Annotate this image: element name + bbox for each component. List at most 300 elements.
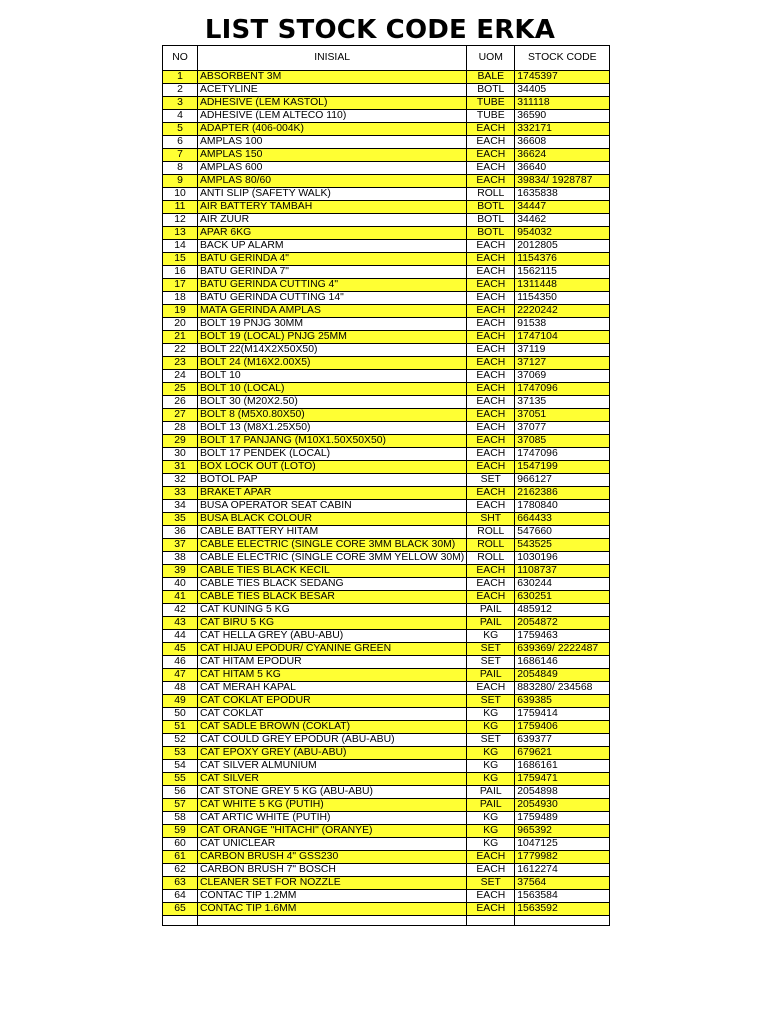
- cell-inisial: ANTI SLIP (SAFETY WALK): [198, 188, 467, 201]
- cell-stock-code: 34447: [515, 201, 610, 214]
- cell-uom: EACH: [467, 578, 515, 591]
- table-row: [163, 825, 610, 838]
- cell-no: 28: [163, 422, 198, 435]
- cell-no: 13: [163, 227, 198, 240]
- cell-no: 50: [163, 708, 198, 721]
- table-row: [163, 695, 610, 708]
- cell-uom: SET: [467, 656, 515, 669]
- cell-stock-code: 1780840: [515, 500, 610, 513]
- cell-inisial: BATU GERINDA 4": [198, 253, 467, 266]
- table-row: [163, 682, 610, 695]
- cell-uom: EACH: [467, 331, 515, 344]
- cell-no: 17: [163, 279, 198, 292]
- cell-no: 32: [163, 474, 198, 487]
- cell-uom: SET: [467, 734, 515, 747]
- cell-uom: EACH: [467, 344, 515, 357]
- table-row: [163, 513, 610, 526]
- cell-uom: SHT: [467, 513, 515, 526]
- cell-stock-code: 37085: [515, 435, 610, 448]
- cell-inisial: CAT ORANGE "HITACHI" (ORANYE): [198, 825, 467, 838]
- cell-stock-code: 664433: [515, 513, 610, 526]
- cell-uom: KG: [467, 825, 515, 838]
- cell-stock-code: 37564: [515, 877, 610, 890]
- cell-uom: EACH: [467, 149, 515, 162]
- cell-no: 36: [163, 526, 198, 539]
- cell-inisial: BATU GERINDA CUTTING 4": [198, 279, 467, 292]
- cell-stock-code: 2054898: [515, 786, 610, 799]
- cell-inisial: AIR ZUUR: [198, 214, 467, 227]
- cell-inisial: CLEANER SET FOR NOZZLE: [198, 877, 467, 890]
- cell-stock-code: 1686146: [515, 656, 610, 669]
- cell-no: 39: [163, 565, 198, 578]
- cell-stock-code: 36624: [515, 149, 610, 162]
- cell-stock-code: 1745397: [515, 71, 610, 84]
- cell-no: 37: [163, 539, 198, 552]
- table-row: [163, 565, 610, 578]
- table-row: [163, 136, 610, 149]
- cell-no: 25: [163, 383, 198, 396]
- cell-uom: EACH: [467, 318, 515, 331]
- empty-cell: [198, 916, 467, 926]
- cell-uom: PAIL: [467, 799, 515, 812]
- cell-uom: SET: [467, 643, 515, 656]
- cell-no: 30: [163, 448, 198, 461]
- table-row: [163, 461, 610, 474]
- cell-stock-code: 37077: [515, 422, 610, 435]
- cell-stock-code: 547660: [515, 526, 610, 539]
- table-row: [163, 279, 610, 292]
- table-row: [163, 734, 610, 747]
- cell-uom: EACH: [467, 175, 515, 188]
- cell-uom: BALE: [467, 71, 515, 84]
- cell-inisial: BOLT 13 (M8X1.25X50): [198, 422, 467, 435]
- cell-no: 46: [163, 656, 198, 669]
- cell-inisial: CAT UNICLEAR: [198, 838, 467, 851]
- cell-uom: KG: [467, 812, 515, 825]
- cell-uom: BOTL: [467, 227, 515, 240]
- table-row: [163, 799, 610, 812]
- cell-no: 8: [163, 162, 198, 175]
- cell-inisial: CABLE BATTERY HITAM: [198, 526, 467, 539]
- cell-no: 47: [163, 669, 198, 682]
- table-row: [163, 123, 610, 136]
- cell-uom: EACH: [467, 383, 515, 396]
- cell-uom: EACH: [467, 448, 515, 461]
- table-row: [163, 552, 610, 565]
- table-row: [163, 630, 610, 643]
- cell-stock-code: 1747096: [515, 448, 610, 461]
- table-row: [163, 344, 610, 357]
- header-stock-code: STOCK CODE: [515, 46, 610, 71]
- cell-no: 38: [163, 552, 198, 565]
- cell-uom: ROLL: [467, 552, 515, 565]
- table-row: [163, 877, 610, 890]
- table-row: [163, 396, 610, 409]
- cell-inisial: BOLT 17 PANJANG (M10X1.50X50X50): [198, 435, 467, 448]
- cell-no: 63: [163, 877, 198, 890]
- cell-uom: SET: [467, 474, 515, 487]
- table-row: [163, 708, 610, 721]
- table-row: [163, 669, 610, 682]
- cell-inisial: CAT COKLAT EPODUR: [198, 695, 467, 708]
- cell-no: 31: [163, 461, 198, 474]
- cell-uom: KG: [467, 760, 515, 773]
- cell-inisial: BOX LOCK OUT (LOTO): [198, 461, 467, 474]
- cell-stock-code: 34462: [515, 214, 610, 227]
- cell-inisial: CAT HITAM 5 KG: [198, 669, 467, 682]
- cell-no: 20: [163, 318, 198, 331]
- cell-inisial: CAT HELLA GREY (ABU-ABU): [198, 630, 467, 643]
- table-end-row: [163, 916, 610, 926]
- cell-uom: EACH: [467, 422, 515, 435]
- cell-no: 6: [163, 136, 198, 149]
- cell-uom: EACH: [467, 396, 515, 409]
- cell-inisial: BUSA OPERATOR SEAT CABIN: [198, 500, 467, 513]
- table-row: [163, 773, 610, 786]
- cell-inisial: CAT STONE GREY 5 KG (ABU-ABU): [198, 786, 467, 799]
- cell-stock-code: 1759489: [515, 812, 610, 825]
- cell-uom: EACH: [467, 435, 515, 448]
- cell-no: 41: [163, 591, 198, 604]
- cell-no: 42: [163, 604, 198, 617]
- cell-uom: EACH: [467, 123, 515, 136]
- cell-inisial: CAT KUNING 5 KG: [198, 604, 467, 617]
- cell-stock-code: 36590: [515, 110, 610, 123]
- cell-stock-code: 639369/ 2222487: [515, 643, 610, 656]
- cell-stock-code: 1759406: [515, 721, 610, 734]
- cell-stock-code: 1154376: [515, 253, 610, 266]
- cell-no: 65: [163, 903, 198, 916]
- table-row: [163, 487, 610, 500]
- cell-no: 54: [163, 760, 198, 773]
- cell-no: 10: [163, 188, 198, 201]
- cell-inisial: BATU GERINDA 7": [198, 266, 467, 279]
- cell-stock-code: 1547199: [515, 461, 610, 474]
- cell-no: 33: [163, 487, 198, 500]
- cell-no: 1: [163, 71, 198, 84]
- cell-inisial: CAT SILVER ALMUNIUM: [198, 760, 467, 773]
- cell-uom: SET: [467, 695, 515, 708]
- page-title: LIST STOCK CODE ERKA: [204, 15, 556, 45]
- table-row: [163, 890, 610, 903]
- table-row: [163, 110, 610, 123]
- table-row: [163, 656, 610, 669]
- table-row: [163, 331, 610, 344]
- cell-no: 59: [163, 825, 198, 838]
- table-row: [163, 292, 610, 305]
- cell-stock-code: 965392: [515, 825, 610, 838]
- cell-no: 35: [163, 513, 198, 526]
- cell-stock-code: 1779982: [515, 851, 610, 864]
- cell-stock-code: 34405: [515, 84, 610, 97]
- cell-no: 14: [163, 240, 198, 253]
- cell-uom: TUBE: [467, 97, 515, 110]
- cell-inisial: BOLT 24 (M16X2.00X5): [198, 357, 467, 370]
- cell-inisial: CABLE TIES BLACK KECIL: [198, 565, 467, 578]
- cell-uom: TUBE: [467, 110, 515, 123]
- table-row: [163, 84, 610, 97]
- table-row: [163, 474, 610, 487]
- cell-uom: PAIL: [467, 604, 515, 617]
- table-row: [163, 97, 610, 110]
- cell-stock-code: 1686161: [515, 760, 610, 773]
- cell-stock-code: 639385: [515, 695, 610, 708]
- cell-uom: EACH: [467, 565, 515, 578]
- cell-no: 29: [163, 435, 198, 448]
- table-row: [163, 435, 610, 448]
- cell-stock-code: 1759463: [515, 630, 610, 643]
- cell-inisial: BOLT 22(M14X2X50X50): [198, 344, 467, 357]
- cell-inisial: ABSORBENT 3M: [198, 71, 467, 84]
- cell-uom: ROLL: [467, 188, 515, 201]
- empty-cell: [515, 916, 610, 926]
- cell-stock-code: 2162386: [515, 487, 610, 500]
- cell-uom: KG: [467, 773, 515, 786]
- cell-stock-code: 37069: [515, 370, 610, 383]
- cell-stock-code: 485912: [515, 604, 610, 617]
- cell-inisial: CAT ARTIC WHITE (PUTIH): [198, 812, 467, 825]
- cell-inisial: AMPLAS 80/60: [198, 175, 467, 188]
- cell-no: 15: [163, 253, 198, 266]
- cell-uom: EACH: [467, 279, 515, 292]
- cell-no: 56: [163, 786, 198, 799]
- cell-inisial: CONTAC TIP 1.6MM: [198, 903, 467, 916]
- cell-no: 60: [163, 838, 198, 851]
- cell-stock-code: 1612274: [515, 864, 610, 877]
- cell-stock-code: 1563584: [515, 890, 610, 903]
- cell-inisial: CABLE ELECTRIC (SINGLE CORE 3MM BLACK 30M): [198, 539, 467, 552]
- cell-inisial: CAT COULD GREY EPODUR (ABU-ABU): [198, 734, 467, 747]
- cell-inisial: BOLT 10 (LOCAL): [198, 383, 467, 396]
- cell-inisial: AMPLAS 100: [198, 136, 467, 149]
- cell-inisial: AMPLAS 150: [198, 149, 467, 162]
- cell-no: 24: [163, 370, 198, 383]
- cell-uom: EACH: [467, 370, 515, 383]
- cell-stock-code: 39834/ 1928787: [515, 175, 610, 188]
- cell-stock-code: 91538: [515, 318, 610, 331]
- cell-uom: EACH: [467, 461, 515, 474]
- cell-no: 34: [163, 500, 198, 513]
- cell-no: 62: [163, 864, 198, 877]
- cell-stock-code: 37119: [515, 344, 610, 357]
- cell-stock-code: 1747104: [515, 331, 610, 344]
- cell-stock-code: 1759414: [515, 708, 610, 721]
- table-row: [163, 526, 610, 539]
- cell-uom: KG: [467, 838, 515, 851]
- cell-inisial: BUSA BLACK COLOUR: [198, 513, 467, 526]
- cell-uom: EACH: [467, 487, 515, 500]
- table-row: [163, 903, 610, 916]
- cell-inisial: BATU GERINDA CUTTING 14": [198, 292, 467, 305]
- cell-no: 18: [163, 292, 198, 305]
- cell-stock-code: 543525: [515, 539, 610, 552]
- cell-inisial: BOLT 30 (M20X2.50): [198, 396, 467, 409]
- cell-inisial: CAT SILVER: [198, 773, 467, 786]
- cell-stock-code: 2220242: [515, 305, 610, 318]
- table-row: [163, 175, 610, 188]
- cell-stock-code: 1154350: [515, 292, 610, 305]
- cell-stock-code: 37051: [515, 409, 610, 422]
- cell-uom: PAIL: [467, 617, 515, 630]
- cell-stock-code: 37135: [515, 396, 610, 409]
- cell-inisial: BACK UP ALARM: [198, 240, 467, 253]
- cell-stock-code: 2054849: [515, 669, 610, 682]
- cell-no: 61: [163, 851, 198, 864]
- cell-stock-code: 1311448: [515, 279, 610, 292]
- cell-no: 44: [163, 630, 198, 643]
- cell-stock-code: 36608: [515, 136, 610, 149]
- header-uom: UOM: [467, 46, 515, 71]
- table-row: [163, 71, 610, 84]
- table-row: [163, 760, 610, 773]
- table-row: [163, 370, 610, 383]
- cell-stock-code: 332171: [515, 123, 610, 136]
- table-row: [163, 539, 610, 552]
- cell-inisial: CAT MERAH KAPAL: [198, 682, 467, 695]
- cell-uom: EACH: [467, 851, 515, 864]
- cell-no: 5: [163, 123, 198, 136]
- cell-stock-code: 639377: [515, 734, 610, 747]
- cell-uom: EACH: [467, 136, 515, 149]
- cell-stock-code: 1759471: [515, 773, 610, 786]
- cell-inisial: BRAKET APAR: [198, 487, 467, 500]
- cell-stock-code: 630251: [515, 591, 610, 604]
- table-row: [163, 864, 610, 877]
- table-row: [163, 201, 610, 214]
- cell-inisial: CAT WHITE 5 KG (PUTIH): [198, 799, 467, 812]
- cell-inisial: CARBON BRUSH 4" GSS230: [198, 851, 467, 864]
- cell-stock-code: 37127: [515, 357, 610, 370]
- cell-uom: EACH: [467, 292, 515, 305]
- table-row: [163, 591, 610, 604]
- cell-stock-code: 883280/ 234568: [515, 682, 610, 695]
- cell-uom: EACH: [467, 409, 515, 422]
- cell-stock-code: 2054872: [515, 617, 610, 630]
- cell-uom: EACH: [467, 682, 515, 695]
- cell-stock-code: 2054930: [515, 799, 610, 812]
- cell-no: 58: [163, 812, 198, 825]
- cell-inisial: ACETYLINE: [198, 84, 467, 97]
- cell-uom: EACH: [467, 162, 515, 175]
- cell-uom: EACH: [467, 903, 515, 916]
- cell-no: 22: [163, 344, 198, 357]
- cell-no: 26: [163, 396, 198, 409]
- cell-uom: KG: [467, 721, 515, 734]
- cell-inisial: CABLE ELECTRIC (SINGLE CORE 3MM YELLOW 30M): [198, 552, 467, 565]
- cell-uom: EACH: [467, 305, 515, 318]
- cell-stock-code: 1030196: [515, 552, 610, 565]
- cell-inisial: MATA GERINDA AMPLAS: [198, 305, 467, 318]
- cell-uom: ROLL: [467, 526, 515, 539]
- cell-inisial: CABLE TIES BLACK BESAR: [198, 591, 467, 604]
- cell-stock-code: 1635838: [515, 188, 610, 201]
- cell-stock-code: 1108737: [515, 565, 610, 578]
- cell-no: 16: [163, 266, 198, 279]
- cell-no: 4: [163, 110, 198, 123]
- header-inisial: INISIAL: [198, 46, 467, 71]
- cell-inisial: BOLT 17 PENDEK (LOCAL): [198, 448, 467, 461]
- cell-uom: EACH: [467, 266, 515, 279]
- cell-uom: EACH: [467, 357, 515, 370]
- cell-stock-code: 2012805: [515, 240, 610, 253]
- cell-no: 19: [163, 305, 198, 318]
- table-row: [163, 617, 610, 630]
- table-row: [163, 162, 610, 175]
- cell-stock-code: 1562115: [515, 266, 610, 279]
- cell-no: 2: [163, 84, 198, 97]
- cell-no: 23: [163, 357, 198, 370]
- empty-cell: [467, 916, 515, 926]
- table-row: [163, 149, 610, 162]
- cell-no: 7: [163, 149, 198, 162]
- cell-inisial: CAT BIRU 5 KG: [198, 617, 467, 630]
- stock-code-table: [162, 45, 610, 926]
- cell-inisial: CAT HITAM EPODUR: [198, 656, 467, 669]
- cell-inisial: CAT SADLE BROWN (COKLAT): [198, 721, 467, 734]
- cell-no: 27: [163, 409, 198, 422]
- table-row: [163, 643, 610, 656]
- table-row: [163, 188, 610, 201]
- table-row: [163, 227, 610, 240]
- cell-uom: ROLL: [467, 539, 515, 552]
- table-row: [163, 500, 610, 513]
- cell-inisial: ADAPTER (406-004K): [198, 123, 467, 136]
- cell-uom: SET: [467, 877, 515, 890]
- cell-uom: PAIL: [467, 786, 515, 799]
- empty-cell: [163, 916, 198, 926]
- table-row: [163, 786, 610, 799]
- cell-uom: KG: [467, 747, 515, 760]
- cell-no: 11: [163, 201, 198, 214]
- cell-no: 57: [163, 799, 198, 812]
- cell-no: 49: [163, 695, 198, 708]
- cell-inisial: AIR BATTERY TAMBAH: [198, 201, 467, 214]
- cell-stock-code: 1747096: [515, 383, 610, 396]
- cell-inisial: APAR 6KG: [198, 227, 467, 240]
- cell-uom: BOTL: [467, 84, 515, 97]
- cell-inisial: BOLT 10: [198, 370, 467, 383]
- cell-stock-code: 36640: [515, 162, 610, 175]
- cell-no: 40: [163, 578, 198, 591]
- table-row: [163, 721, 610, 734]
- cell-inisial: ADHESIVE (LEM KASTOL): [198, 97, 467, 110]
- cell-no: 64: [163, 890, 198, 903]
- table-row: [163, 838, 610, 851]
- cell-uom: KG: [467, 630, 515, 643]
- cell-uom: BOTL: [467, 201, 515, 214]
- cell-no: 55: [163, 773, 198, 786]
- cell-no: 9: [163, 175, 198, 188]
- cell-stock-code: 679621: [515, 747, 610, 760]
- cell-inisial: BOTOL PAP: [198, 474, 467, 487]
- header-no: NO: [163, 46, 198, 71]
- table-row: [163, 747, 610, 760]
- cell-stock-code: 966127: [515, 474, 610, 487]
- cell-inisial: CAT COKLAT: [198, 708, 467, 721]
- cell-stock-code: 1047125: [515, 838, 610, 851]
- table-row: [163, 448, 610, 461]
- cell-inisial: AMPLAS 600: [198, 162, 467, 175]
- cell-inisial: BOLT 8 (M5X0.80X50): [198, 409, 467, 422]
- cell-stock-code: 954032: [515, 227, 610, 240]
- table-row: [163, 812, 610, 825]
- cell-uom: KG: [467, 708, 515, 721]
- cell-uom: BOTL: [467, 214, 515, 227]
- cell-uom: PAIL: [467, 669, 515, 682]
- table-header-row: [163, 46, 610, 71]
- cell-no: 45: [163, 643, 198, 656]
- cell-inisial: CARBON BRUSH 7" BOSCH: [198, 864, 467, 877]
